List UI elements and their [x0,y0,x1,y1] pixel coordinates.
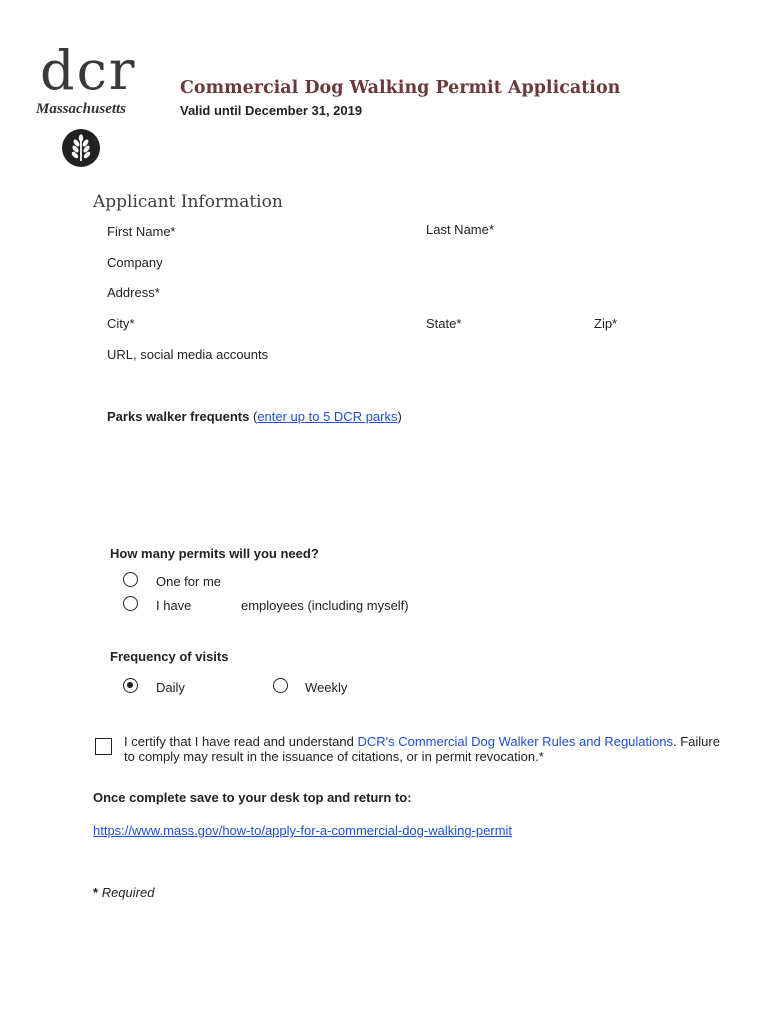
frequency-daily-label: Daily [156,680,185,695]
leaf-emblem-icon [61,128,101,168]
required-star: * [93,885,99,900]
last-name-label: Last Name* [426,222,494,237]
certify-prefix: I certify that I have read and understand [124,734,358,749]
submit-instruction: Once complete save to your desk top and return to: [93,790,412,805]
company-label: Company [107,255,163,270]
frequency-weekly-label: Weekly [305,680,348,695]
state-label: State* [426,316,462,331]
parks-row [107,409,402,424]
first-name-label: First Name* [107,224,176,239]
required-note [93,885,154,900]
permits-question: How many permits will you need? [110,546,319,561]
massachusetts-logo-text: Massachusetts [36,101,127,117]
parks-paren-close: ) [397,409,402,424]
certify-checkbox[interactable] [95,738,112,755]
frequency-question: Frequency of visits [110,649,229,664]
city-label: City* [107,316,135,331]
frequency-weekly-radio[interactable] [273,678,288,693]
permit-one-radio[interactable] [123,572,138,587]
submit-url-link[interactable]: https://www.mass.gov/how-to/apply-for-a-commercial-dog-walking-permit [93,823,513,838]
page-title: Commercial Dog Walking Permit Application [180,78,621,98]
dcr-parks-link[interactable]: enter up to 5 DCR parks [257,409,398,424]
permit-one-label: One for me [156,574,222,589]
certify-suffix: . Failure to comply may result in the issuance of citations, or in permit revocation.* [124,734,720,764]
required-text: Required [101,885,155,900]
certify-text [124,734,724,764]
dcr-logo-text: dcr [40,39,137,102]
radio-selected-dot [127,682,133,688]
address-label: Address* [107,285,160,300]
url-social-label: URL, social media accounts [107,347,269,362]
validity-subtitle: Valid until December 31, 2019 [180,103,363,118]
rules-regulations-link[interactable]: DCR's Commercial Dog Walker Rules and Regulations [357,734,673,749]
frequency-daily-radio[interactable] [123,678,138,693]
zip-label: Zip* [594,316,618,331]
applicant-section-title: Applicant Information [93,192,283,212]
permit-employees-suffix: employees (including myself) [241,598,409,613]
parks-label: Parks walker frequents [107,409,250,424]
parks-paren-open: ( [249,409,258,424]
permit-employees-radio[interactable] [123,596,138,611]
permit-employees-prefix: I have [156,598,192,613]
